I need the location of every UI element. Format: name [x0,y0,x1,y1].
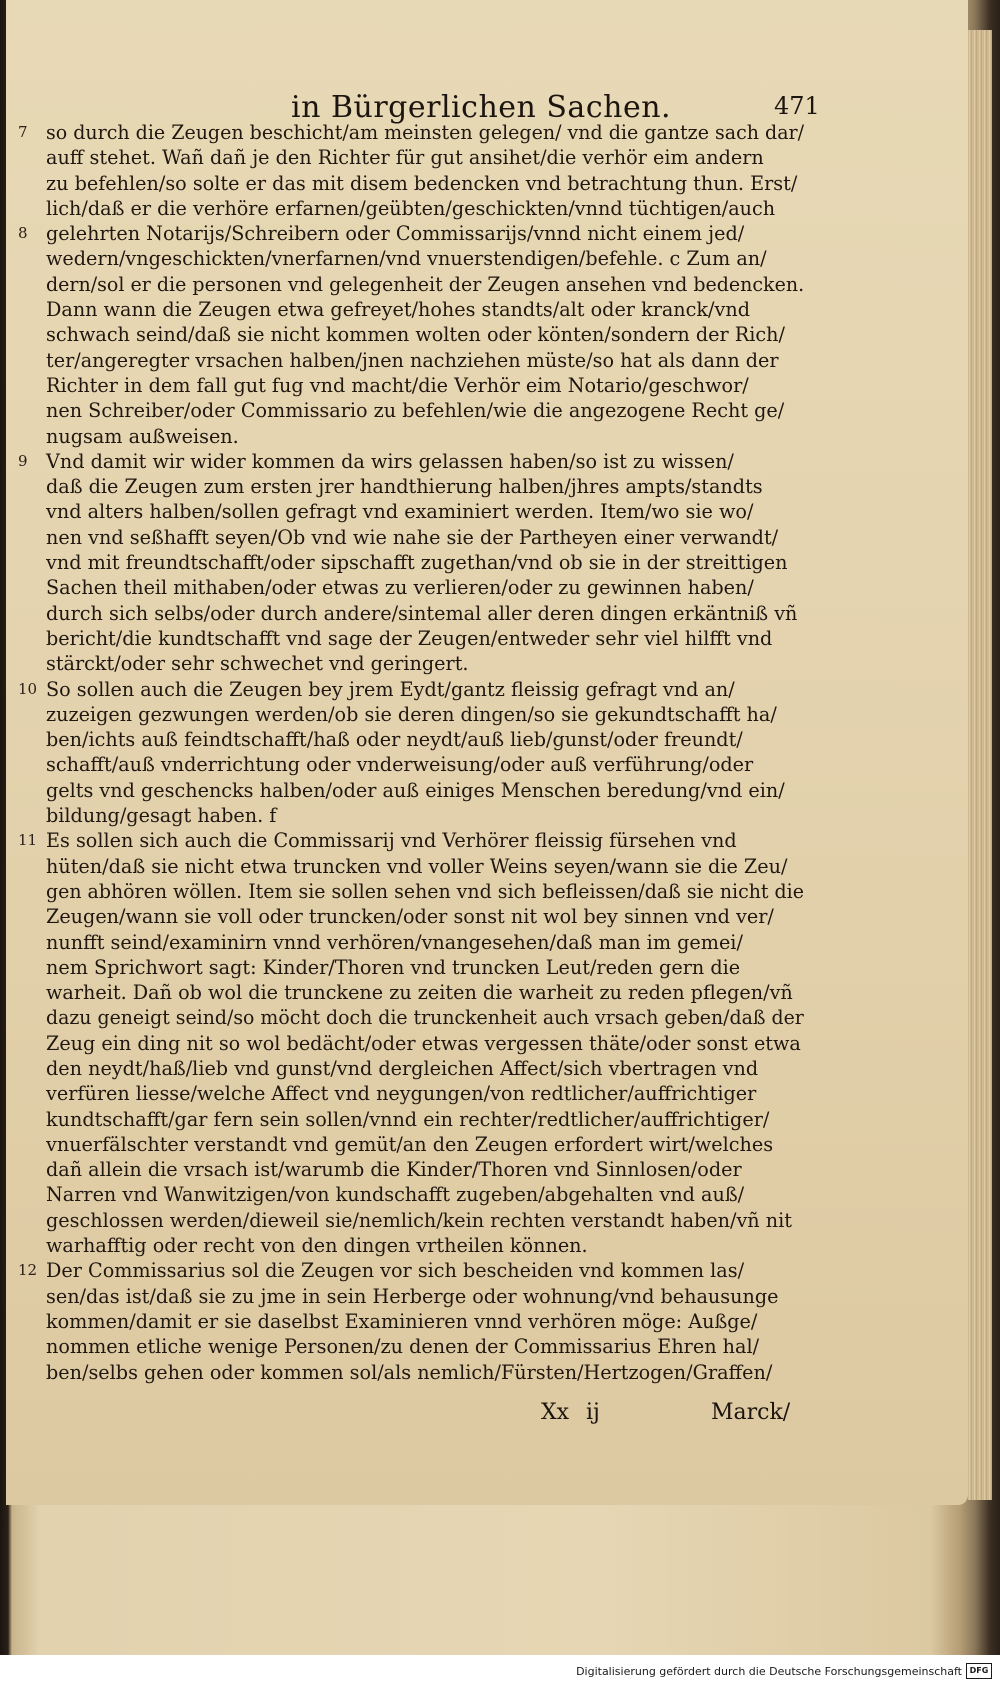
line-text: sen/das ist/daß sie zu jme in sein Herberge oder wohnung/vnd behausunge [46,1284,779,1308]
text-line [46,297,806,322]
text-line [18,449,806,474]
text-line [46,373,806,398]
text-line [46,1031,806,1056]
text-line [46,854,806,879]
line-text: vnd mit freundtschafft/oder sipschafft zugethan/vnd ob sie in der streittigen [46,551,788,575]
text-line [46,727,806,752]
text-line [46,575,806,600]
text-line [46,1360,806,1385]
line-text: geschlossen werden/dieweil sie/nemlich/kein rechten verstandt haben/vñ nit [46,1208,792,1232]
text-line [18,1258,806,1283]
line-text: nommen etliche wenige Personen/zu denen der Commissarius Ehren hal/ [46,1335,760,1359]
text-line [46,601,806,626]
line-text: bericht/die kundtschafft vnd sage der Zeugen/entweder sehr viel hilfft vnd [46,626,773,650]
text-line [46,651,806,676]
line-text: kundtschafft/gar fern sein sollen/vnnd ein rechter/redtlicher/auffrichtiger/ [46,1107,770,1131]
signature-mark: Xx [541,1400,570,1425]
line-text: Vnd damit wir wider kommen da wirs gelassen haben/so ist zu wissen/ [46,449,734,473]
text-line [46,1233,806,1258]
line-text: dern/sol er die personen vnd gelegenheit der Zeugen ansehen vnd bedencken. [46,272,805,296]
margin-number: 9 [18,451,28,470]
line-text: den neydt/haß/lieb vnd gunst/vnd dergleichen Affect/sich vbertragen vnd [46,1056,759,1080]
text-line [46,525,806,550]
text-line [46,803,806,828]
text-line [46,904,806,929]
line-text: dañ allein die vrsach ist/warumb die Kinder/Thoren vnd Sinnlosen/oder [46,1158,742,1182]
page-edges [968,30,992,1500]
line-text: kommen/damit er sie daselbst Examinieren vnnd verhören möge: Außge/ [46,1309,758,1333]
line-text: gen abhören wöllen. Item sie sollen sehen vnd sich befleissen/daß sie nicht die [46,879,804,903]
text-line [46,1005,806,1030]
text-line [46,702,806,727]
text-line [46,1107,806,1132]
text-line [46,1334,806,1359]
line-text: durch sich selbs/oder durch andere/sintemal aller deren dingen erkäntniß vñ [46,601,798,625]
text-line [46,980,806,1005]
catchword-row [6,1400,968,1434]
running-title: in Bürgerlichen Sachen. [291,90,672,125]
text-line [46,171,806,196]
catchword: Marck/ [711,1400,791,1425]
line-text: auff stehet. Wañ dañ je den Richter für gut ansihet/die verhör eim andern [46,146,764,170]
text-line [46,879,806,904]
line-text: zuzeigen gezwungen werden/ob sie deren dingen/so sie gekundtschafft ha/ [46,702,777,726]
text-line [46,348,806,373]
line-text: nen Schreiber/oder Commissario zu befehlen/wie die angezogene Recht ge/ [46,399,785,423]
line-text: Richter in dem fall gut fug vnd macht/die Verhör eim Notario/geschwor/ [46,373,749,397]
footer [576,1662,992,1680]
line-text: schwach seind/daß sie nicht kommen wolten oder könten/sondern der Rich/ [46,323,785,347]
line-text: Narren vnd Wanwitzigen/von kundschafft zugeben/abgehalten vnd auß/ [46,1183,745,1207]
footer-credit: Digitalisierung gefördert durch die Deutsche Forschungsgemeinschaft [576,1664,962,1678]
margin-number: 8 [18,224,28,243]
line-text: wedern/vngeschickten/vnerfarnen/vnd vnuerstendigen/befehle. c Zum an/ [46,247,767,271]
line-text: nem Sprichwort sagt: Kinder/Thoren vnd truncken Leut/reden gern die [46,955,741,979]
line-text: vnd alters halben/sollen gefragt vnd examiniert werden. Item/wo sie wo/ [46,500,754,524]
text-line [46,196,806,221]
line-text: vnuerfälschter verstandt vnd gemüt/an den Zeugen erfordert wirt/welches [46,1132,774,1156]
signature-mark-number: ij [586,1400,600,1425]
line-text: verfüren liesse/welche Affect vnd neygungen/von redtlicher/auffrichtiger [46,1082,757,1106]
text-line [46,1132,806,1157]
text-line [46,145,806,170]
text-block [18,120,806,1385]
line-text: bildung/gesagt haben. f [46,804,277,828]
text-line [46,1309,806,1334]
text-line [46,424,806,449]
line-text: Es sollen sich auch die Commissarij vnd Verhörer fleissig fürsehen vnd [46,829,737,853]
line-text: nen vnd seßhafft seyen/Ob vnd wie nahe sie der Partheyen einer verwandt/ [46,525,779,549]
text-line [46,499,806,524]
line-text: ter/angeregter vrsachen halben/jnen nachziehen müste/so hat als dann der [46,348,779,372]
line-text: hüten/daß sie nicht etwa truncken vnd voller Weins seyen/wann sie die Zeu/ [46,854,788,878]
line-text: gelehrten Notarijs/Schreibern oder Commissarijs/vnnd nicht einem jed/ [46,222,745,246]
text-line [46,752,806,777]
text-line [46,550,806,575]
line-text: schafft/auß vnderrichtung oder vnderweisung/oder auß verführung/oder [46,753,754,777]
text-line [46,1182,806,1207]
line-text: stärckt/oder sehr schwechet vnd geringert. [46,652,469,676]
line-text: Zeugen/wann sie voll oder truncken/oder sonst nit wol bey sinnen vnd ver/ [46,905,774,929]
margin-number: 10 [18,679,38,698]
line-text: Sachen theil mithaben/oder etwas zu verlieren/oder zu gewinnen haben/ [46,576,754,600]
dfg-logo-icon: DFG [966,1663,992,1679]
line-text: Der Commissarius sol die Zeugen vor sich bescheiden vnd kommen las/ [46,1259,745,1283]
line-text: warhafftig oder recht von den dingen vrtheilen können. [46,1234,588,1258]
line-text: ben/selbs gehen oder kommen sol/als nemlich/Fürsten/Hertzogen/Graffen/ [46,1360,773,1384]
line-text: dazu geneigt seind/so möcht doch die trunckenheit auch vrsach geben/daß der [46,1006,804,1030]
line-text: Zeug ein ding nit so wol bedächt/oder etwas vergessen thäte/oder sonst etwa [46,1031,801,1055]
text-line [18,828,806,853]
line-text: zu befehlen/so solte er das mit disem bedencken vnd betrachtung thun. Erst/ [46,171,798,195]
text-line [46,322,806,347]
text-line [46,1081,806,1106]
line-text: So sollen auch die Zeugen bey jrem Eydt/gantz fleissig gefragt vnd an/ [46,677,735,701]
text-line [46,474,806,499]
margin-number: 11 [18,831,38,850]
margin-number: 7 [18,123,28,141]
line-text: nugsam außweisen. [46,424,239,448]
text-line [46,626,806,651]
line-text: lich/daß er die verhöre erfarnen/geübten/geschickten/vnnd tüchtigen/auch [46,196,776,220]
text-line [46,1208,806,1233]
text-line [18,120,806,145]
line-text: warheit. Dañ ob wol die trunckene zu zeiten die warheit zu reden pflegen/vñ [46,981,793,1005]
margin-number: 12 [18,1261,38,1280]
text-line [18,221,806,246]
line-text: ben/ichts auß feindtschafft/haß oder neydt/auß lieb/gunst/oder freundt/ [46,728,743,752]
text-line [46,272,806,297]
page-number: 471 [774,92,820,120]
line-text: nunfft seind/examinirn vnnd verhören/vnangesehen/daß man im gemei/ [46,930,743,954]
line-text: Dann wann die Zeugen etwa gefreyet/hohes standts/alt oder kranck/vnd [46,298,750,322]
line-text: daß die Zeugen zum ersten jrer handthierung halben/jhres ampts/standts [46,475,763,499]
text-line [18,677,806,702]
text-line [46,778,806,803]
text-line [46,246,806,271]
text-line [46,955,806,980]
line-text: gelts vnd geschencks halben/oder auß einiges Menschen beredung/vnd ein/ [46,778,785,802]
text-line [46,1056,806,1081]
text-line [46,1157,806,1182]
line-text: so durch die Zeugen beschicht/am meinsten gelegen/ vnd die gantze sach dar/ [46,121,805,144]
text-line [46,930,806,955]
text-line [46,398,806,423]
text-line [46,1284,806,1309]
book-page [6,0,968,1505]
